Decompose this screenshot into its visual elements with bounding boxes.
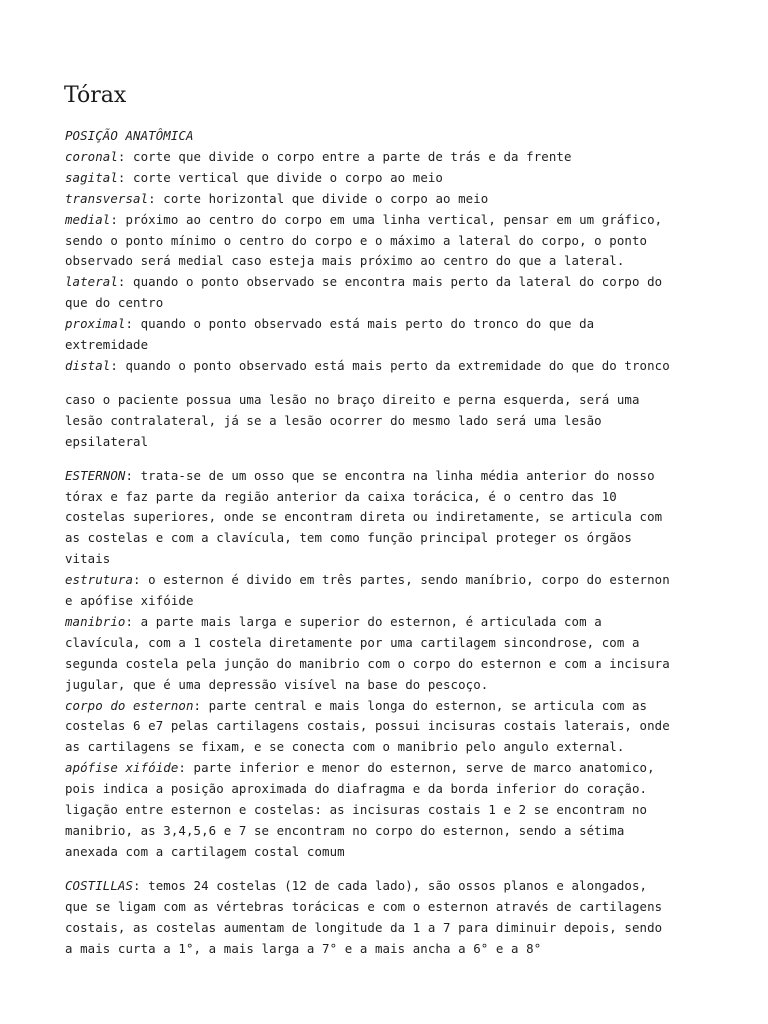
text-segment: epsilateral — [65, 433, 149, 449]
text-segment: jugular, que é uma depressão visível na base do pescoço. — [65, 676, 489, 692]
text-line — [65, 466, 715, 487]
text-segment: : temos 24 costelas (12 de cada lado), são ossos planos e alongados, — [133, 877, 648, 893]
text-segment: tórax e faz parte da região anterior da caixa torácica, é o centro das 10 — [65, 488, 617, 504]
text-segment: costelas 6 e7 pelas cartilagens costais, possui incisuras costais laterais, onde — [65, 718, 670, 734]
text-segment: : a parte mais larga e superior do esternon, é articulada com a — [125, 613, 602, 629]
text-line — [65, 507, 715, 528]
text-segment: costais, as costelas aumentam de longitude da 1 a 7 para diminuir depois, sendo — [65, 919, 663, 935]
text-line — [65, 612, 715, 633]
term-label: distal — [65, 357, 111, 373]
text-line — [65, 411, 715, 432]
term-label: proximal — [65, 316, 126, 332]
term-label: lateral — [65, 274, 118, 290]
text-line — [65, 335, 715, 356]
text-line — [65, 231, 715, 252]
term-label: coronal — [65, 148, 118, 164]
text-line — [65, 168, 715, 189]
text-segment: : parte central e mais longa do esternon, se articula com as — [193, 697, 648, 713]
text-segment: manibrio, as 3,4,5,6 e 7 se encontram no corpo do esternon, sendo a sétima — [65, 823, 625, 838]
text-segment: clavícula, com a 1 costela diretamente por uma cartilagem sincondrose, com a — [65, 634, 640, 650]
text-line — [65, 528, 715, 549]
text-line — [65, 549, 715, 570]
text-line — [65, 876, 715, 897]
text-line — [65, 821, 715, 842]
text-line — [65, 800, 715, 821]
text-line — [65, 432, 715, 453]
text-segment: : corte horizontal que divide o corpo ao meio — [148, 190, 489, 206]
paragraph-gap — [65, 453, 715, 466]
text-segment: : parte inferior e menor do esternon, serve de marco anatomico, — [178, 760, 655, 776]
text-segment: : o esternon é divido em três partes, sendo maníbrio, corpo do esternon — [133, 572, 670, 588]
text-segment: pois indica a posição aproximada do diafragma e da borda inferior do coração. — [65, 781, 648, 797]
text-segment: : quando o ponto observado está mais perto do tronco do que da — [125, 316, 595, 332]
text-line — [65, 654, 715, 675]
text-segment: sendo o ponto mínimo o centro do corpo e o máximo a lateral do corpo, o ponto — [65, 232, 648, 248]
term-label: COSTILLAS — [65, 877, 134, 893]
text-segment: as costelas e com a clavícula, tem como função principal proteger os órgãos — [65, 530, 632, 546]
text-segment: lesão contralateral, já se a lesão ocorrer do mesmo lado será uma lesão — [65, 412, 602, 428]
text-line — [65, 633, 715, 654]
text-line — [65, 210, 715, 231]
text-line — [65, 897, 715, 918]
text-segment: ligação entre esternon e costelas: as incisuras costais 1 e 2 se encontram no — [65, 802, 648, 818]
text-line — [65, 487, 715, 508]
text-line — [65, 314, 715, 335]
text-segment: : corte que divide o corpo entre a parte de trás e da frente — [117, 148, 572, 164]
term-label: transversal — [65, 190, 149, 206]
text-line — [65, 737, 715, 758]
text-line — [65, 570, 715, 591]
text-line — [65, 779, 715, 800]
text-segment: vitais — [65, 551, 111, 567]
text-line — [65, 390, 715, 411]
text-line — [65, 147, 715, 168]
text-line — [65, 716, 715, 737]
text-segment: : trata-se de um osso que se encontra na linha média anterior do nosso — [125, 467, 655, 483]
text-line — [65, 842, 715, 863]
text-segment: : quando o ponto observado se encontra mais perto da lateral do corpo do — [117, 274, 663, 290]
text-line — [65, 189, 715, 210]
term-label: manibrio — [65, 613, 126, 629]
term-label: corpo do esternon — [65, 697, 194, 713]
text-line — [65, 126, 715, 147]
text-segment: : próximo ao centro do corpo em uma linha vertical, pensar em um gráfico, — [110, 211, 663, 227]
text-segment: e apófise xifóide — [65, 593, 194, 609]
paragraph-gap — [65, 377, 715, 390]
text-line — [65, 918, 715, 939]
text-segment: que do centro — [65, 295, 164, 311]
text-line — [65, 356, 715, 377]
text-line — [65, 696, 715, 717]
text-segment: observado será medial caso esteja mais próximo ao centro do que a lateral. — [65, 253, 625, 269]
text-line — [65, 758, 715, 779]
term-label: apófise xifóide — [65, 760, 179, 776]
text-line — [65, 251, 715, 272]
term-label: POSIÇÃO ANATÔMICA — [65, 128, 194, 143]
term-label: estrutura — [65, 572, 134, 588]
text-segment: extremidade — [65, 337, 149, 353]
text-segment: anexada com a cartilagem costal comum — [65, 843, 345, 859]
text-line — [65, 675, 715, 696]
paragraph-gap — [65, 863, 715, 876]
text-line — [65, 939, 715, 960]
text-line — [65, 293, 715, 314]
text-segment: caso o paciente possua uma lesão no braço direito e perna esquerda, será uma — [65, 391, 640, 407]
text-segment: : quando o ponto observado está mais perto da extremidade do que do tronco — [110, 357, 670, 373]
text-segment: costelas superiores, onde se encontram direta ou indiretamente, se articula com — [65, 509, 663, 525]
term-label: medial — [65, 211, 111, 227]
document-title: Tórax — [64, 83, 127, 108]
text-segment: a mais curta a 1°, a mais larga a 7° e a mais ancha a 6° e a 8° — [65, 940, 542, 956]
document-body — [65, 126, 715, 959]
term-label: sagital — [65, 169, 118, 185]
text-line — [65, 591, 715, 612]
text-segment: : corte vertical que divide o corpo ao meio — [117, 169, 443, 185]
term-label: ESTERNON — [65, 467, 126, 483]
text-segment: as cartilagens se fixam, e se conecta com o manibrio pelo angulo external. — [65, 739, 625, 755]
text-segment: segunda costela pela junção do manibrio com o corpo do esternon e com a incisura — [65, 655, 670, 671]
text-line — [65, 272, 715, 293]
text-segment: que se ligam com as vértebras torácicas e com o esternon através de cartilagens — [65, 898, 663, 914]
